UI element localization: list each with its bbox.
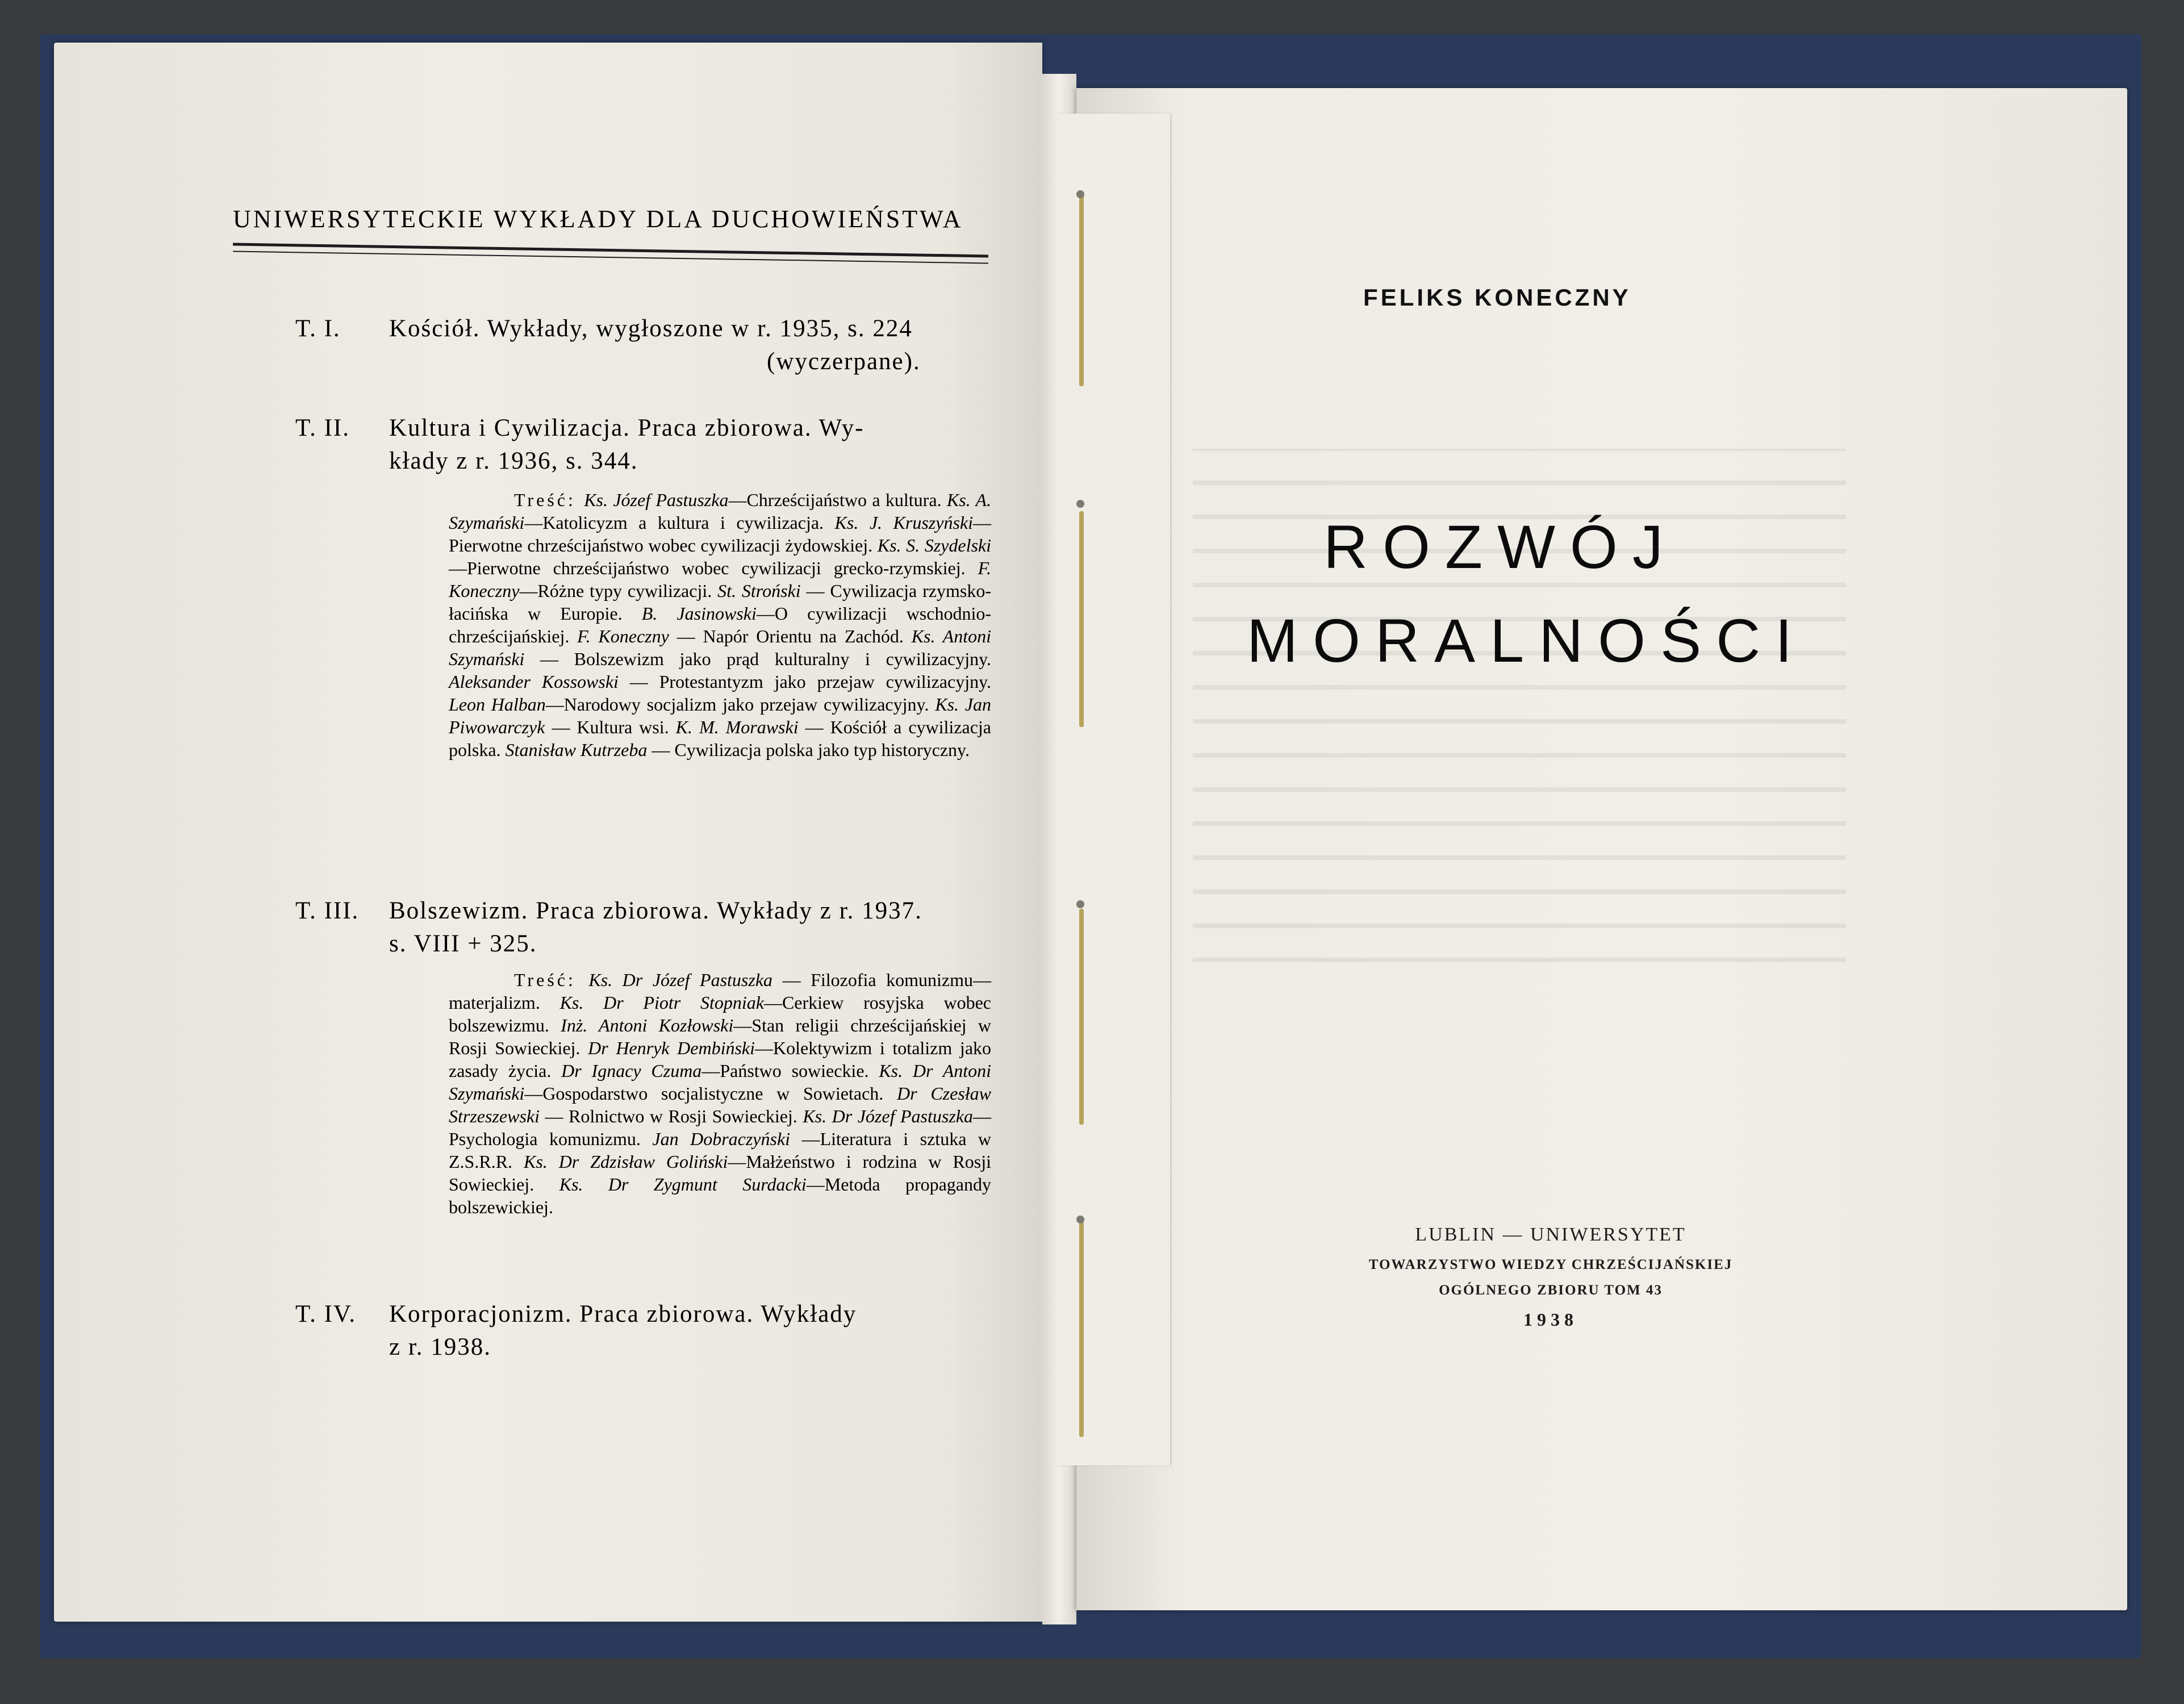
series-heading: UNIWERSYTECKIE WYKŁADY DLA DUCHOWIEŃSTWA xyxy=(233,205,963,233)
volume-title-line: Bolszewizm. Praca zbiorowa. Wykłady z r. 1937. xyxy=(389,897,922,924)
contributor-name: Ks. Dr Zygmunt Surdacki xyxy=(559,1174,807,1195)
volume-number: T. III. xyxy=(295,897,360,924)
contents-label: Treść: xyxy=(514,490,584,510)
volume-title-line: Kościół. Wykłady, wygłoszone w r. 1935, s. 224 xyxy=(389,315,913,342)
contributor-name: Dr Czesław Strzeszewski xyxy=(449,1083,991,1126)
contributor-name: F. Koneczny xyxy=(577,626,669,646)
binding-thread xyxy=(1079,909,1084,1125)
contributor-name: Ks. Dr Antoni Szymański xyxy=(449,1060,992,1104)
lecture-title: —Pierwotne chrześcijaństwo wobec cywilizacji grecko-rzymskiej. xyxy=(449,558,978,578)
lecture-title: —Różne typy cywilizacji. xyxy=(519,580,718,601)
lecture-title: — Napór Orientu na Zachód. xyxy=(669,626,912,646)
contributor-name: F. Koneczny xyxy=(449,558,991,601)
binding-thread xyxy=(1079,1221,1084,1437)
lecture-title: —Psychologia komunizmu. xyxy=(449,1106,992,1149)
lecture-title: —Państwo sowieckie. xyxy=(701,1060,879,1081)
contributor-name: Ks. S. Szydelski xyxy=(877,535,991,556)
lecture-title: —Narodowy socjalizm jako przejaw cywilizacyjny. xyxy=(545,694,936,715)
contributor-name: Ks. Dr Józef Pastuszka xyxy=(803,1106,974,1126)
volume-title-line: s. VIII + 325. xyxy=(389,930,537,957)
book-title-line-2: MORALNOŚCI xyxy=(1247,606,1807,675)
binding-strip xyxy=(1056,114,1170,1465)
volume-title-line: kłady z r. 1936, s. 344. xyxy=(389,448,638,474)
volume-entry-4 xyxy=(295,1298,994,1364)
lecture-title: — Filozofia komunizmu—materjalizm. xyxy=(449,970,992,1013)
contributor-name: Ks. Antoni Szymański xyxy=(449,626,992,669)
imprint-publisher: TOWARZYSTWO WIEDZY CHRZEŚCIJAŃSKIEJ xyxy=(1368,1257,1733,1272)
contributor-name: Ks. Józef Pastuszka xyxy=(584,490,729,510)
contributor-name: Ks. J. Kruszyński xyxy=(834,512,974,533)
lecture-title: —Małżeństwo i rodzina w Rosji Sowieckiej. xyxy=(449,1151,992,1195)
contents-vol-2 xyxy=(449,488,991,761)
left-page xyxy=(54,43,1042,1622)
volume-number: T. II. xyxy=(295,415,350,441)
contributor-name: Ks. Jan Piwowarczyk xyxy=(449,694,992,737)
contributor-name: Ks. A. Szymański xyxy=(449,490,991,533)
volume-entry-1 xyxy=(295,312,994,378)
lecture-title: — Kościół a cywilizacja polska. xyxy=(449,717,992,760)
contributor-name: Ks. Dr Józef Pastuszka xyxy=(588,970,773,990)
contributor-name: St. Stroński xyxy=(717,580,801,601)
binding-thread xyxy=(1079,193,1084,386)
lecture-title: —Pierwotne chrześcijaństwo wobec cywilizacji żydowskiej. xyxy=(449,512,992,556)
lecture-title: — Cywilizacja rzymsko-łacińska w Europie. xyxy=(449,580,992,624)
stitch-hole xyxy=(1076,1216,1084,1223)
lecture-title: —Metoda propagandy bolszewickiej. xyxy=(449,1174,992,1217)
stitch-hole xyxy=(1076,500,1084,508)
volume-number: T. I. xyxy=(295,315,341,342)
lecture-title: —Literatura i sztuka w Z.S.R.R. xyxy=(449,1129,992,1172)
imprint-place: LUBLIN — UNIWERSYTET xyxy=(1415,1224,1686,1245)
lecture-title: — Kultura wsi. xyxy=(545,717,676,737)
stitch-hole xyxy=(1076,900,1084,908)
lecture-title: — Protestantyzm jako przejaw cywilizacyjny. xyxy=(618,671,991,692)
volume-title-line: z r. 1938. xyxy=(389,1334,492,1360)
lecture-title: —Chrześcijaństwo a kultura. xyxy=(728,490,947,510)
binding-thread xyxy=(1079,511,1084,727)
stitch-hole xyxy=(1076,190,1084,198)
contributor-name: Stanisław Kutrzeba xyxy=(505,740,648,760)
volume-entry-2 xyxy=(295,412,994,478)
contributor-name: Aleksander Kossowski xyxy=(449,671,619,692)
book-title-line-1: ROZWÓJ xyxy=(1323,512,1678,581)
contents-vol-3 xyxy=(449,968,991,1218)
contributor-name: B. Jasinowski xyxy=(641,603,757,624)
volume-title-line: Kultura i Cywilizacja. Praca zbiorowa. Wy- xyxy=(389,415,865,441)
contributor-name: Leon Halban xyxy=(449,694,546,715)
contributor-name: Dr Ignacy Czuma xyxy=(561,1060,702,1081)
author-name: FELIKS KONECZNY xyxy=(1363,284,1631,311)
volume-number: T. IV. xyxy=(295,1301,357,1327)
imprint-year: 1938 xyxy=(1523,1309,1578,1330)
contributor-name: Dr Henryk Dembiński xyxy=(588,1038,755,1058)
contents-label: Treść: xyxy=(514,970,589,990)
lecture-title: — Bolszewizm jako prąd kulturalny i cywilizacyjny. xyxy=(524,649,991,669)
volume-title-line: (wyczerpane). xyxy=(767,348,921,375)
contributor-name: Ks. Dr Zdzisław Goliński xyxy=(523,1151,728,1172)
lecture-title: —Gospodarstwo socjalistyczne w Sowietach. xyxy=(524,1083,897,1104)
contributor-name: Inż. Antoni Kozłowski xyxy=(561,1015,734,1035)
lecture-title: —Katolicyzm a kultura i cywilizacja. xyxy=(524,512,835,533)
volume-entry-3 xyxy=(295,895,994,960)
lecture-title: — Rolnictwo w Rosji Sowieckiej. xyxy=(540,1106,803,1126)
lecture-title: —Cerkiew rosyjska wobec bolszewizmu. xyxy=(449,992,992,1035)
contributor-name: Ks. Dr Piotr Stopniak xyxy=(559,992,764,1013)
imprint-series-volume: OGÓLNEGO ZBIORU TOM 43 xyxy=(1439,1283,1663,1298)
lecture-title: —Stan religii chrześcijańskiej w Rosji Sowieckiej. xyxy=(449,1015,992,1058)
contributor-name: K. M. Morawski xyxy=(675,717,799,737)
lecture-title: — Cywilizacja polska jako typ historyczny. xyxy=(647,740,970,760)
lecture-title: —O cywilizacji wschodnio-chrześcijańskiej. xyxy=(449,603,992,646)
volume-title-line: Korporacjonizm. Praca zbiorowa. Wykłady xyxy=(389,1301,857,1327)
lecture-title: —Kolektywizm i totalizm jako zasady życia. xyxy=(449,1038,992,1081)
contributor-name: Jan Dobraczyński xyxy=(652,1129,791,1149)
